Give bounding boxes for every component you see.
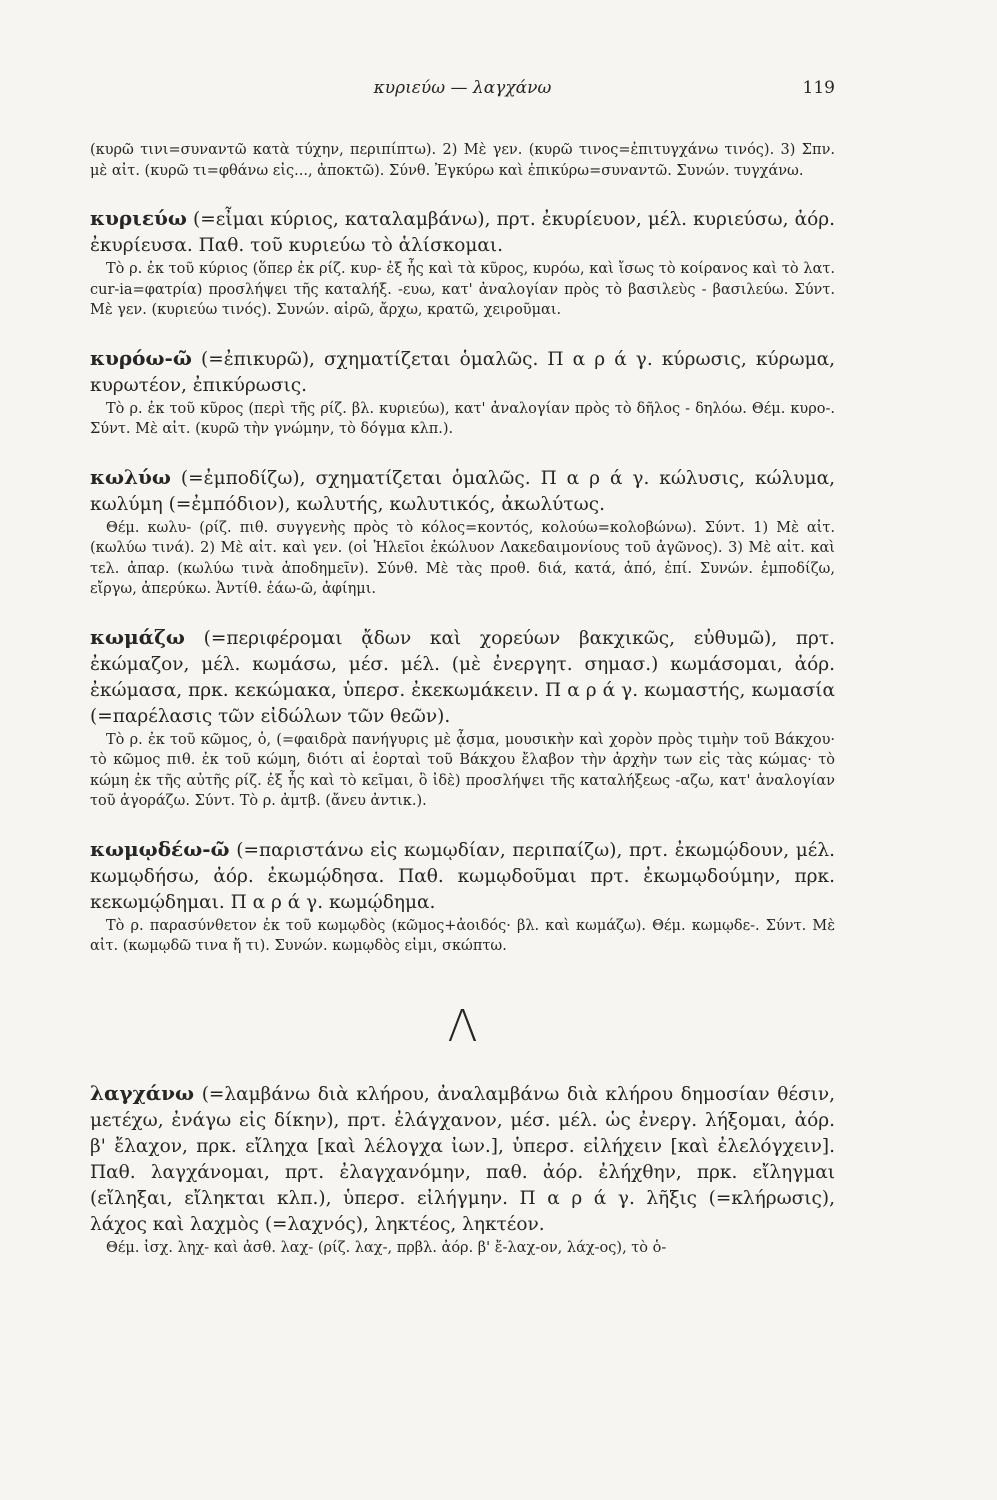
entry-headword: κωμῳδέω-ῶ	[90, 836, 230, 861]
entry-body: (=ἐμποδίζω), σχηματίζεται ὁμαλῶς. Π α ρ ά γ. κώλυσις, κώλυμα, κωλύμη (=ἐμπόδιον), κωλυτής, κωλυτικός, ἀκωλύτως.	[90, 467, 835, 515]
running-title: κυριεύω — λαγχάνω	[373, 78, 552, 98]
entry-note: Τὸ ρ. ἐκ τοῦ κῶμος, ὁ, (=φαιδρὰ πανήγυρις μὲ ᾆσμα, μουσικὴν καὶ χορὸν πρὸς τιμὴν τοῦ Βάκχου· τὸ κῶμος πιθ. ἐκ τοῦ κώμη, διότι αἱ ἑορταὶ τοῦ Βάκχου ἔλαβον τὴν ἀρχὴν των εἰς τὰς κώμας· τὸ κώμη ἐκ τῆς αὐτῆς ρίζ. ἐξ ἧς καὶ τὸ κεῖμαι, ὃ ἰδὲ) προσλήψει τῆς καταλήξεως -αζω, κατ' ἀναλογίαν τοῦ ἀγοράζω. Σύντ. Τὸ ρ. ἀμτβ. (ἄνευ ἀντικ.).	[90, 731, 835, 809]
entry-headword: κυρόω-ῶ	[90, 345, 192, 370]
entry-headword: κυριεύω	[90, 206, 187, 230]
section-letter: Λ	[447, 1000, 478, 1052]
page-header	[90, 78, 835, 104]
entry-paragraph	[90, 624, 835, 730]
dictionary-entry	[90, 624, 835, 812]
entry-paragraph	[90, 836, 835, 916]
dictionary-entry	[90, 1080, 835, 1259]
entry-body: (=περιφέρομαι ᾄδων καὶ χορεύων βακχικῶς, εὐθυμῶ), πρτ. ἐκώμαζον, μέλ. κωμάσω, μέσ. μέλ. (μὲ ἐνεργητ. σημασ.) κωμάσομαι, ἀόρ. ἐκώμασα, πρκ. κεκώμακα, ὑπερσ. ἐκεκωμάκειν. Π α ρ ά γ. κωμαστής, κωμασία (=παρέλασις τῶν εἰδώλων τῶν θεῶν).	[90, 627, 835, 727]
entry-paragraph	[90, 1080, 835, 1238]
entry-note: Θέμ. κωλυ- (ρίζ. πιθ. συγγενὴς πρὸς τὸ κόλος=κοντός, κολούω=κολοβώνω). Σύντ. 1) Μὲ αἰτ. (κωλύω τινά). 2) Μὲ αἰτ. καὶ γεν. (οἱ Ἠλεῖοι ἐκώλυον Λακεδαιμονίους τοῦ ἀγῶνος). 3) Μὲ αἰτ. καὶ τελ. ἀπαρ. (κωλύω τινὰ ἀποδημεῖν). Σύνθ. Μὲ τὰς προθ. διά, κατά, ἀπό, ἐπί. Συνών. ἐμποδίζω, εἴργω, ἀπερύκω. Ἀντίθ. ἐάω-ῶ, ἀφίημι.	[90, 519, 835, 597]
entry-paragraph	[90, 464, 835, 518]
entry-paragraph	[90, 345, 835, 399]
entry-headword: κωλύω	[90, 464, 171, 489]
page-number: 119	[802, 78, 835, 98]
continued-text: (κυρῶ τινι=συναντῶ κατὰ τύχην, περιπίπτω). 2) Μὲ γεν. (κυρῶ τινος=ἐπιτυγχάνω τινός). 3) Σπν. μὲ αἰτ. (κυρῶ τι=φθάνω εἰς..., ἀποκτῶ). Σύνθ. Ἐγκύρω καὶ ἐπικύρω=συναντῶ. Συνών. τυγχάνω.	[90, 142, 835, 179]
entry-body: (=παριστάνω εἰς κωμῳδίαν, περιπαίζω), πρτ. ἐκωμῴδουν, μέλ. κωμῳδήσω, ἀόρ. ἐκωμῴδησα. Παθ. κωμῳδοῦμαι πρτ. ἐκωμῳδούμην, πρκ. κεκωμῴδημαι. Π α ρ ά γ. κωμῴδημα.	[90, 839, 835, 913]
entry-note: Θέμ. ἰσχ. ληχ- καὶ ἀσθ. λαχ- (ρίζ. λαχ-, πρβλ. ἀόρ. β' ἔ-λαχ-ον, λάχ-ος), τὸ ὁ-	[106, 1239, 667, 1256]
entry-body: (=ἐπικυρῶ), σχηματίζεται ὁμαλῶς. Π α ρ ά γ. κύρωσις, κύρωμα, κυρωτέον, ἐπικύρωσις.	[90, 348, 835, 396]
entry-note: Τὸ ρ. ἐκ τοῦ κῦρος (περὶ τῆς ρίζ. βλ. κυριεύω), κατ' ἀναλογίαν πρὸς τὸ δῆλος - δηλόω. Θέμ. κυρο-. Σύντ. Μὲ αἰτ. (κυρῶ τὴν γνώμην, τὸ δόγμα κλπ.).	[90, 400, 835, 437]
dictionary-entry	[90, 836, 835, 957]
dictionary-entry	[90, 464, 835, 600]
dictionary-entry	[90, 205, 835, 321]
page-content	[90, 140, 835, 1258]
entry-headword: κωμάζω	[90, 624, 185, 649]
entry-note: Τὸ ρ. παρασύνθετον ἐκ τοῦ κωμῳδὸς (κῶμος+ἀοιδός· βλ. καὶ κωμάζω). Θέμ. κωμῳδε-. Σύντ. Μὲ αἰτ. (κωμῳδῶ τινα ἤ τι). Συνών. κωμῳδὸς εἰμι, σκώπτω.	[90, 917, 835, 954]
entry-paragraph	[90, 205, 835, 259]
entry-headword: λαγχάνω	[90, 1080, 195, 1105]
dictionary-entry	[90, 345, 835, 440]
entry-note: Τὸ ρ. ἐκ τοῦ κύριος (ὅπερ ἐκ ρίζ. κυρ- ἐξ ἧς καὶ τὰ κῦρος, κυρόω, καὶ ἴσως τὸ κοίρανος καὶ τὸ λατ. cur-ia=φατρία) προσλήψει τῆς καταλήξ. -ευω, κατ' ἀναλογίαν πρὸς τὸ βασιλεὺς - βασιλεύω. Σύντ. Μὲ γεν. (κυριεύω τινός). Συνών. αἱρῶ, ἄρχω, κρατῶ, χειροῦμαι.	[90, 261, 835, 318]
entry-body: (=εἶμαι κύριος, καταλαμβάνω), πρτ. ἐκυρίευον, μέλ. κυριεύσω, ἀόρ. ἐκυρίευσα. Παθ. τοῦ κυριεύω τὸ ἁλίσκομαι.	[90, 209, 835, 256]
entry-body: (=λαμβάνω διὰ κλήρου, ἀναλαμβάνω διὰ κλήρου δημοσίαν θέσιν, μετέχω, ἐνάγω εἰς δίκην), πρτ. ἐλάγχανον, μέσ. μέλ. ὡς ἐνεργ. λήξομαι, ἀόρ. β' ἔλαχον, πρκ. εἴληχα [καὶ λέλογχα ἰων.], ὑπερσ. εἰλήχειν [καὶ ἐλελόγχειν]. Παθ. λαγχάνομαι, πρτ. ἐλαγχανόμην, παθ. ἀόρ. ἐλήχθην, πρκ. εἴληγμαι (εἴληξαι, εἴληκται κλπ.), ὑπερσ. εἰλήγμην. Π α ρ ά γ. λῆξις (=κλήρωσις), λάχος καὶ λαχμὸς (=λαχνός), ληκτέος, ληκτέον.	[90, 1083, 835, 1235]
